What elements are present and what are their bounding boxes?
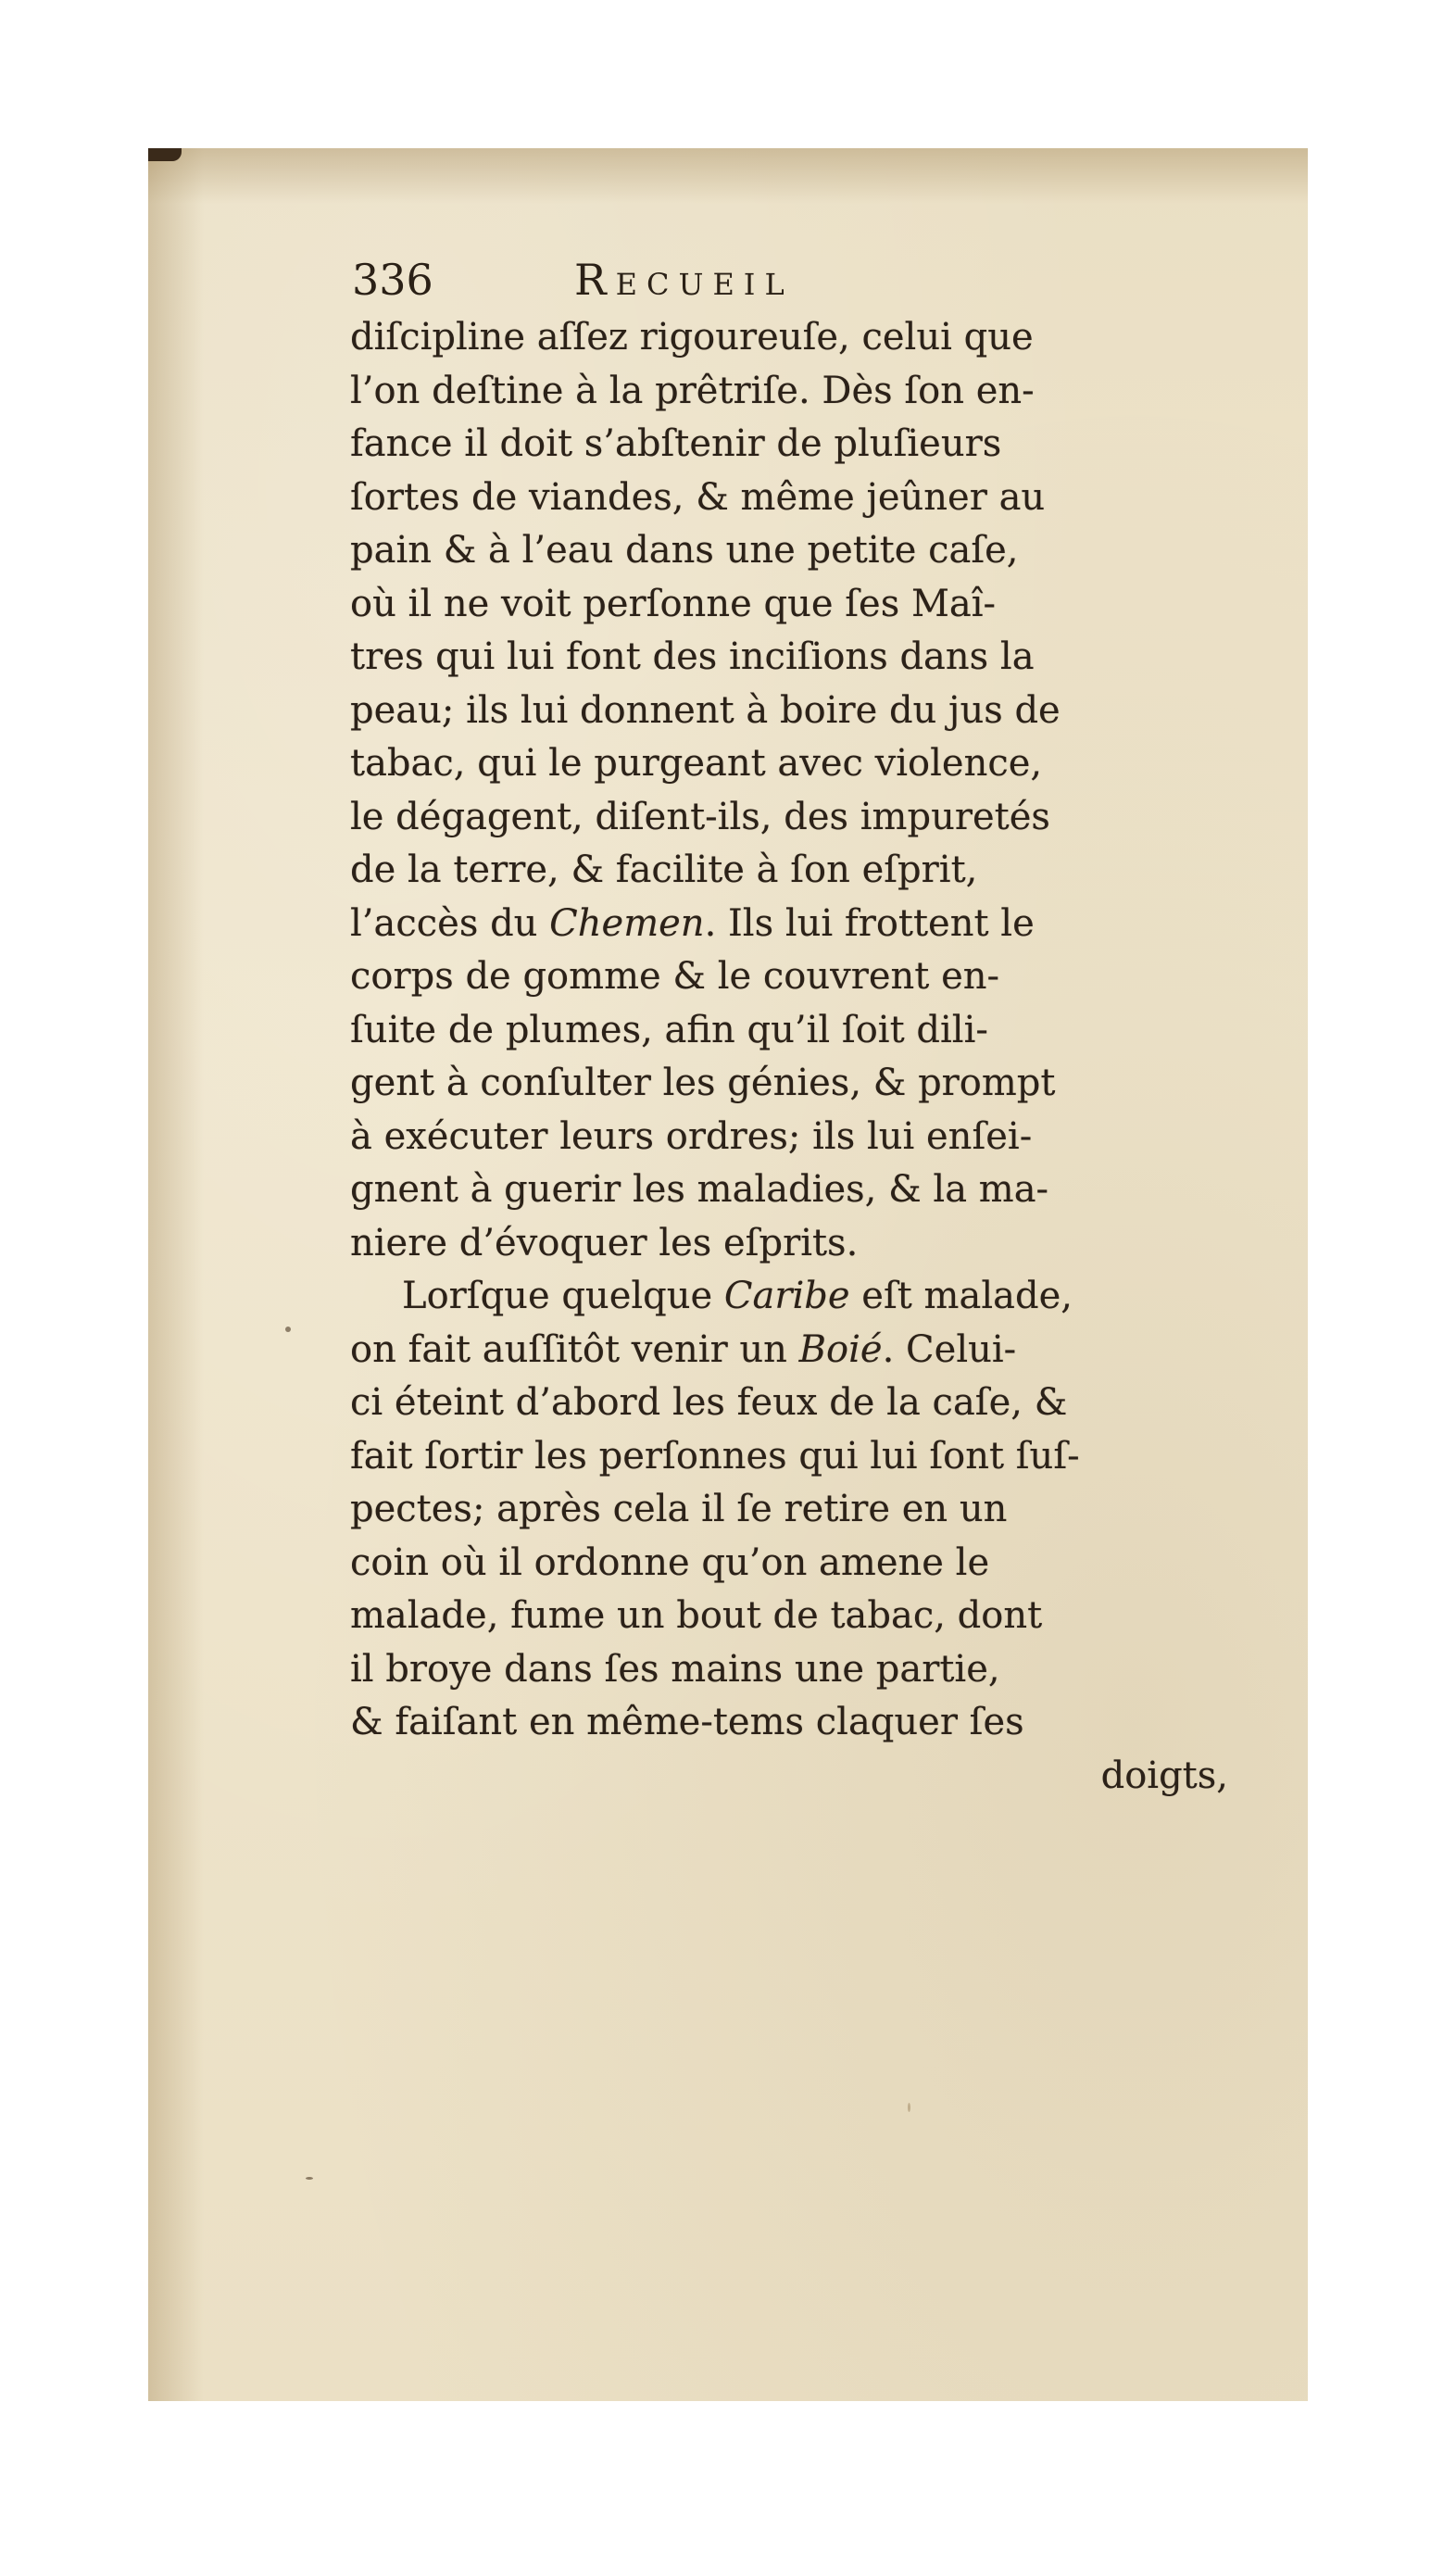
text-line: niere d’évoquer les eſprits.	[350, 1221, 859, 1264]
text-line: où il ne voit perſonne que ſes Maî-	[350, 582, 997, 625]
text-line: gnent à guerir les maladies, & la ma-	[350, 1168, 1049, 1211]
text-segment: eſt malade,	[849, 1275, 1073, 1317]
text-line: corps de gomme & le couvrent en-	[350, 955, 1000, 998]
text-segment: Lorſque quelque	[402, 1275, 724, 1317]
text-line: ci éteint d’abord les feux de la caſe, &	[350, 1381, 1068, 1424]
text-line: ſuite de plumes, afin qu’il ſoit dili-	[350, 1008, 988, 1051]
page-scan	[148, 148, 1308, 2401]
text-segment: . Ils lui frottent le	[704, 901, 1035, 945]
paper-speck	[306, 2177, 313, 2180]
paper-speck	[908, 2103, 910, 2112]
text-line: il broye dans ſes mains une partie,	[350, 1647, 1000, 1691]
text-line: pectes; après cela il ſe retire en un	[350, 1488, 1008, 1530]
text-segment: . Celui-	[882, 1327, 1017, 1371]
italic-term-chemen: Chemen	[549, 901, 705, 945]
page-number: 336	[352, 255, 433, 305]
text-line: malade, fume un bout de tabac, dont	[350, 1594, 1043, 1637]
text-line: tres qui lui font des inciſions dans la	[350, 635, 1035, 678]
text-line: tabac, qui le purgeant avec violence,	[350, 742, 1043, 785]
text-segment: on fait auſſitôt venir un	[350, 1327, 799, 1371]
text-segment: l’accès du	[350, 901, 550, 945]
text-line: ſortes de viandes, & même jeûner au	[350, 475, 1046, 519]
text-line: gent à conſulter les génies, & prompt	[350, 1062, 1056, 1104]
text-line: coin où il ordonne qu’on amene le	[350, 1541, 990, 1584]
catchword-line: doigts,	[1100, 1754, 1228, 1797]
italic-term-boie: Boié	[798, 1327, 883, 1371]
text-line: l’on deſtine à la prêtriſe. Dès ſon en-	[350, 369, 1035, 412]
body-text	[350, 311, 1228, 1803]
text-line: de la terre, & facilite à ſon eſprit,	[350, 849, 978, 891]
text-line: peau; ils lui donnent à boire du jus de	[350, 688, 1061, 732]
text-line: fait ſortir les perſonnes qui lui ſont ſuſ-	[350, 1434, 1080, 1478]
running-title: Recueil	[574, 255, 794, 305]
italic-term-caribe: Caribe	[723, 1275, 850, 1317]
text-line	[350, 898, 1228, 951]
text-line: diſcipline aſſez rigoureuſe, celui que	[350, 316, 1034, 358]
text-line: à exécuter leurs ordres; ils lui enſei-	[350, 1114, 1033, 1158]
text-line: fance il doit s’abſtenir de pluſieurs	[350, 422, 1002, 465]
paper-speck	[285, 1327, 291, 1332]
corner-ink-mark	[148, 148, 182, 161]
text-line	[350, 1270, 1228, 1324]
text-line	[350, 1324, 1228, 1377]
running-head	[352, 252, 1111, 308]
text-line: pain & à l’eau dans une petite caſe,	[350, 529, 1019, 572]
text-line: & faiſant en même-tems claquer ſes	[350, 1701, 1024, 1743]
text-line: le dégagent, diſent-ils, des impuretés	[350, 795, 1050, 838]
